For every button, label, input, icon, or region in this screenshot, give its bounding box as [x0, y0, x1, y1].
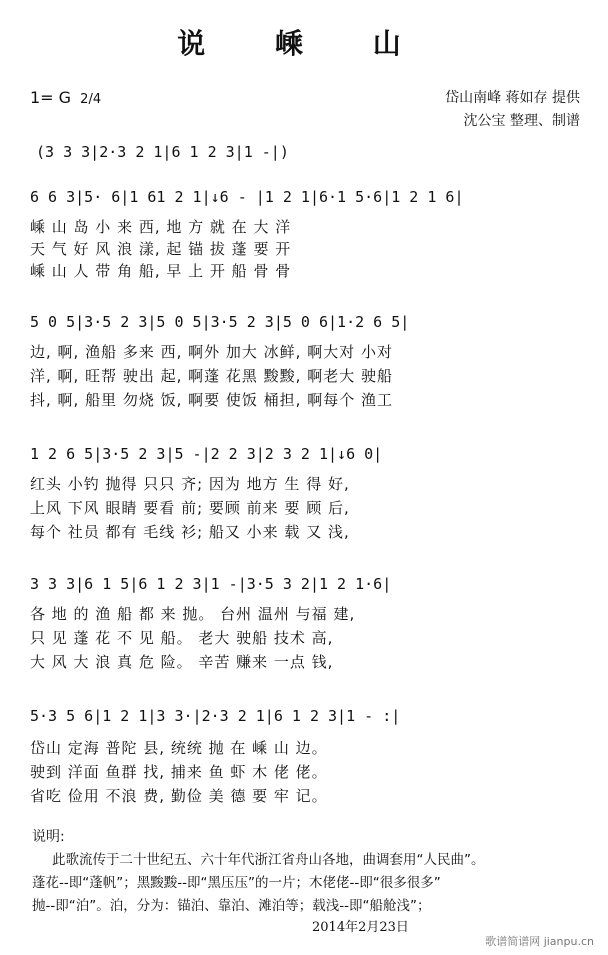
date-stamp: 2014年2月23日 [312, 920, 409, 935]
lyric-verse-3: 省吃 俭用 不浪 费, 勤俭 美 德 要 牢 记。 [30, 787, 328, 805]
key-label: 1= G [30, 88, 72, 107]
score-row-1 [30, 188, 590, 278]
credit-arranger: 沈公宝 整理、制谱 [463, 113, 580, 129]
lyric-verse-3: 大 风 大 浪 真 危 险。 辛苦 赚来 一点 钱, [30, 653, 334, 671]
lyric-verse-3: 抖, 啊, 船里 勿烧 饭, 啊要 使饭 桶担, 啊每个 渔工 [30, 391, 393, 409]
lyric-verse-3: 每个 社员 都有 毛线 衫; 船又 小来 载 又 浅, [30, 523, 350, 541]
key-signature [30, 88, 101, 107]
lyric-verse-1: 各 地 的 渔 船 都 来 抛。 台州 温州 与福 建, [30, 605, 356, 623]
score-row-3 [30, 445, 590, 541]
credit-provider: 岱山南峰 蒋如存 提供 [445, 90, 580, 106]
score-row-4 [30, 575, 590, 671]
notation-line: 5 0 5|3·5 2 3|5 0 5|3·5 2 3|5 0 6|1·2 6 5| [30, 313, 410, 331]
description-line-3: 抛--即“泊”。泊，分为：锚泊、靠泊、滩泊等；载浅--即“船舱浅”； [32, 898, 431, 914]
notation-line: 1 2 6 5|3·5 2 3|5 -|2 2 3|2 3 2 1|↓6 0| [30, 445, 383, 463]
lyric-verse-2: 洋, 啊, 旺帮 驶出 起, 啊蓬 花黑 黢黢, 啊老大 驶船 [30, 367, 393, 385]
notes-label: 说明: [32, 829, 65, 845]
notation-line: 3 3 3|6 1 5|6 1 2 3|1 -|3·5 3 2|1 2 1·6| [30, 575, 392, 593]
lyric-verse-1: 岱山 定海 普陀 县, 统统 抛 在 嵊 山 边。 [30, 739, 328, 757]
site-watermark: 歌谱简谱网 jianpu.cn [485, 935, 594, 948]
description-line-2: 蓬花--即“蓬帆”；黑黢黢--即“黑压压”的一片；木佬佬--即“很多很多” [32, 875, 441, 891]
lyric-verse-2: 只 见 蓬 花 不 见 船。 老大 驶船 技术 高, [30, 629, 334, 647]
intro-notation: (3 3 3|2·3 2 1|6 1 2 3|1 -|) [36, 143, 289, 161]
song-title: 说 嵊 山 [177, 27, 431, 60]
lyric-verse-1: 边, 啊, 渔船 多来 西, 啊外 加大 冰鲜, 啊大对 小对 [30, 343, 393, 361]
time-signature: 2/4 [80, 92, 102, 107]
lyric-verse-3: 嵊 山 人 带 角 船, 早 上 开 船 骨 骨 [30, 262, 292, 280]
lyric-verse-2: 上风 下风 眼睛 要看 前; 要顾 前来 要 顾 后, [30, 499, 350, 517]
notation-line: 6 6 3|5· 6|1 61 2 1|↓6 - |1 2 1|6·1 5·6|1 2 1 6| [30, 188, 464, 206]
score-row-5 [30, 707, 590, 805]
score-row-2 [30, 313, 590, 409]
description-line-1: 此歌流传于二十世纪五、六十年代浙江省舟山各地，曲调套用“人民曲”。 [52, 852, 485, 868]
lyric-verse-2: 天 气 好 风 浪 漾, 起 锚 拔 蓬 要 开 [30, 240, 292, 258]
lyric-verse-2: 驶到 洋面 鱼群 找, 捕来 鱼 虾 木 佬 佬。 [30, 763, 328, 781]
notation-line: 5·3 5 6|1 2 1|3 3·|2·3 2 1|6 1 2 3|1 - :| [30, 707, 401, 725]
lyric-verse-1: 红头 小钓 抛得 只只 齐; 因为 地方 生 得 好, [30, 475, 350, 493]
lyric-verse-1: 嵊 山 岛 小 来 西, 地 方 就 在 大 洋 [30, 218, 292, 236]
